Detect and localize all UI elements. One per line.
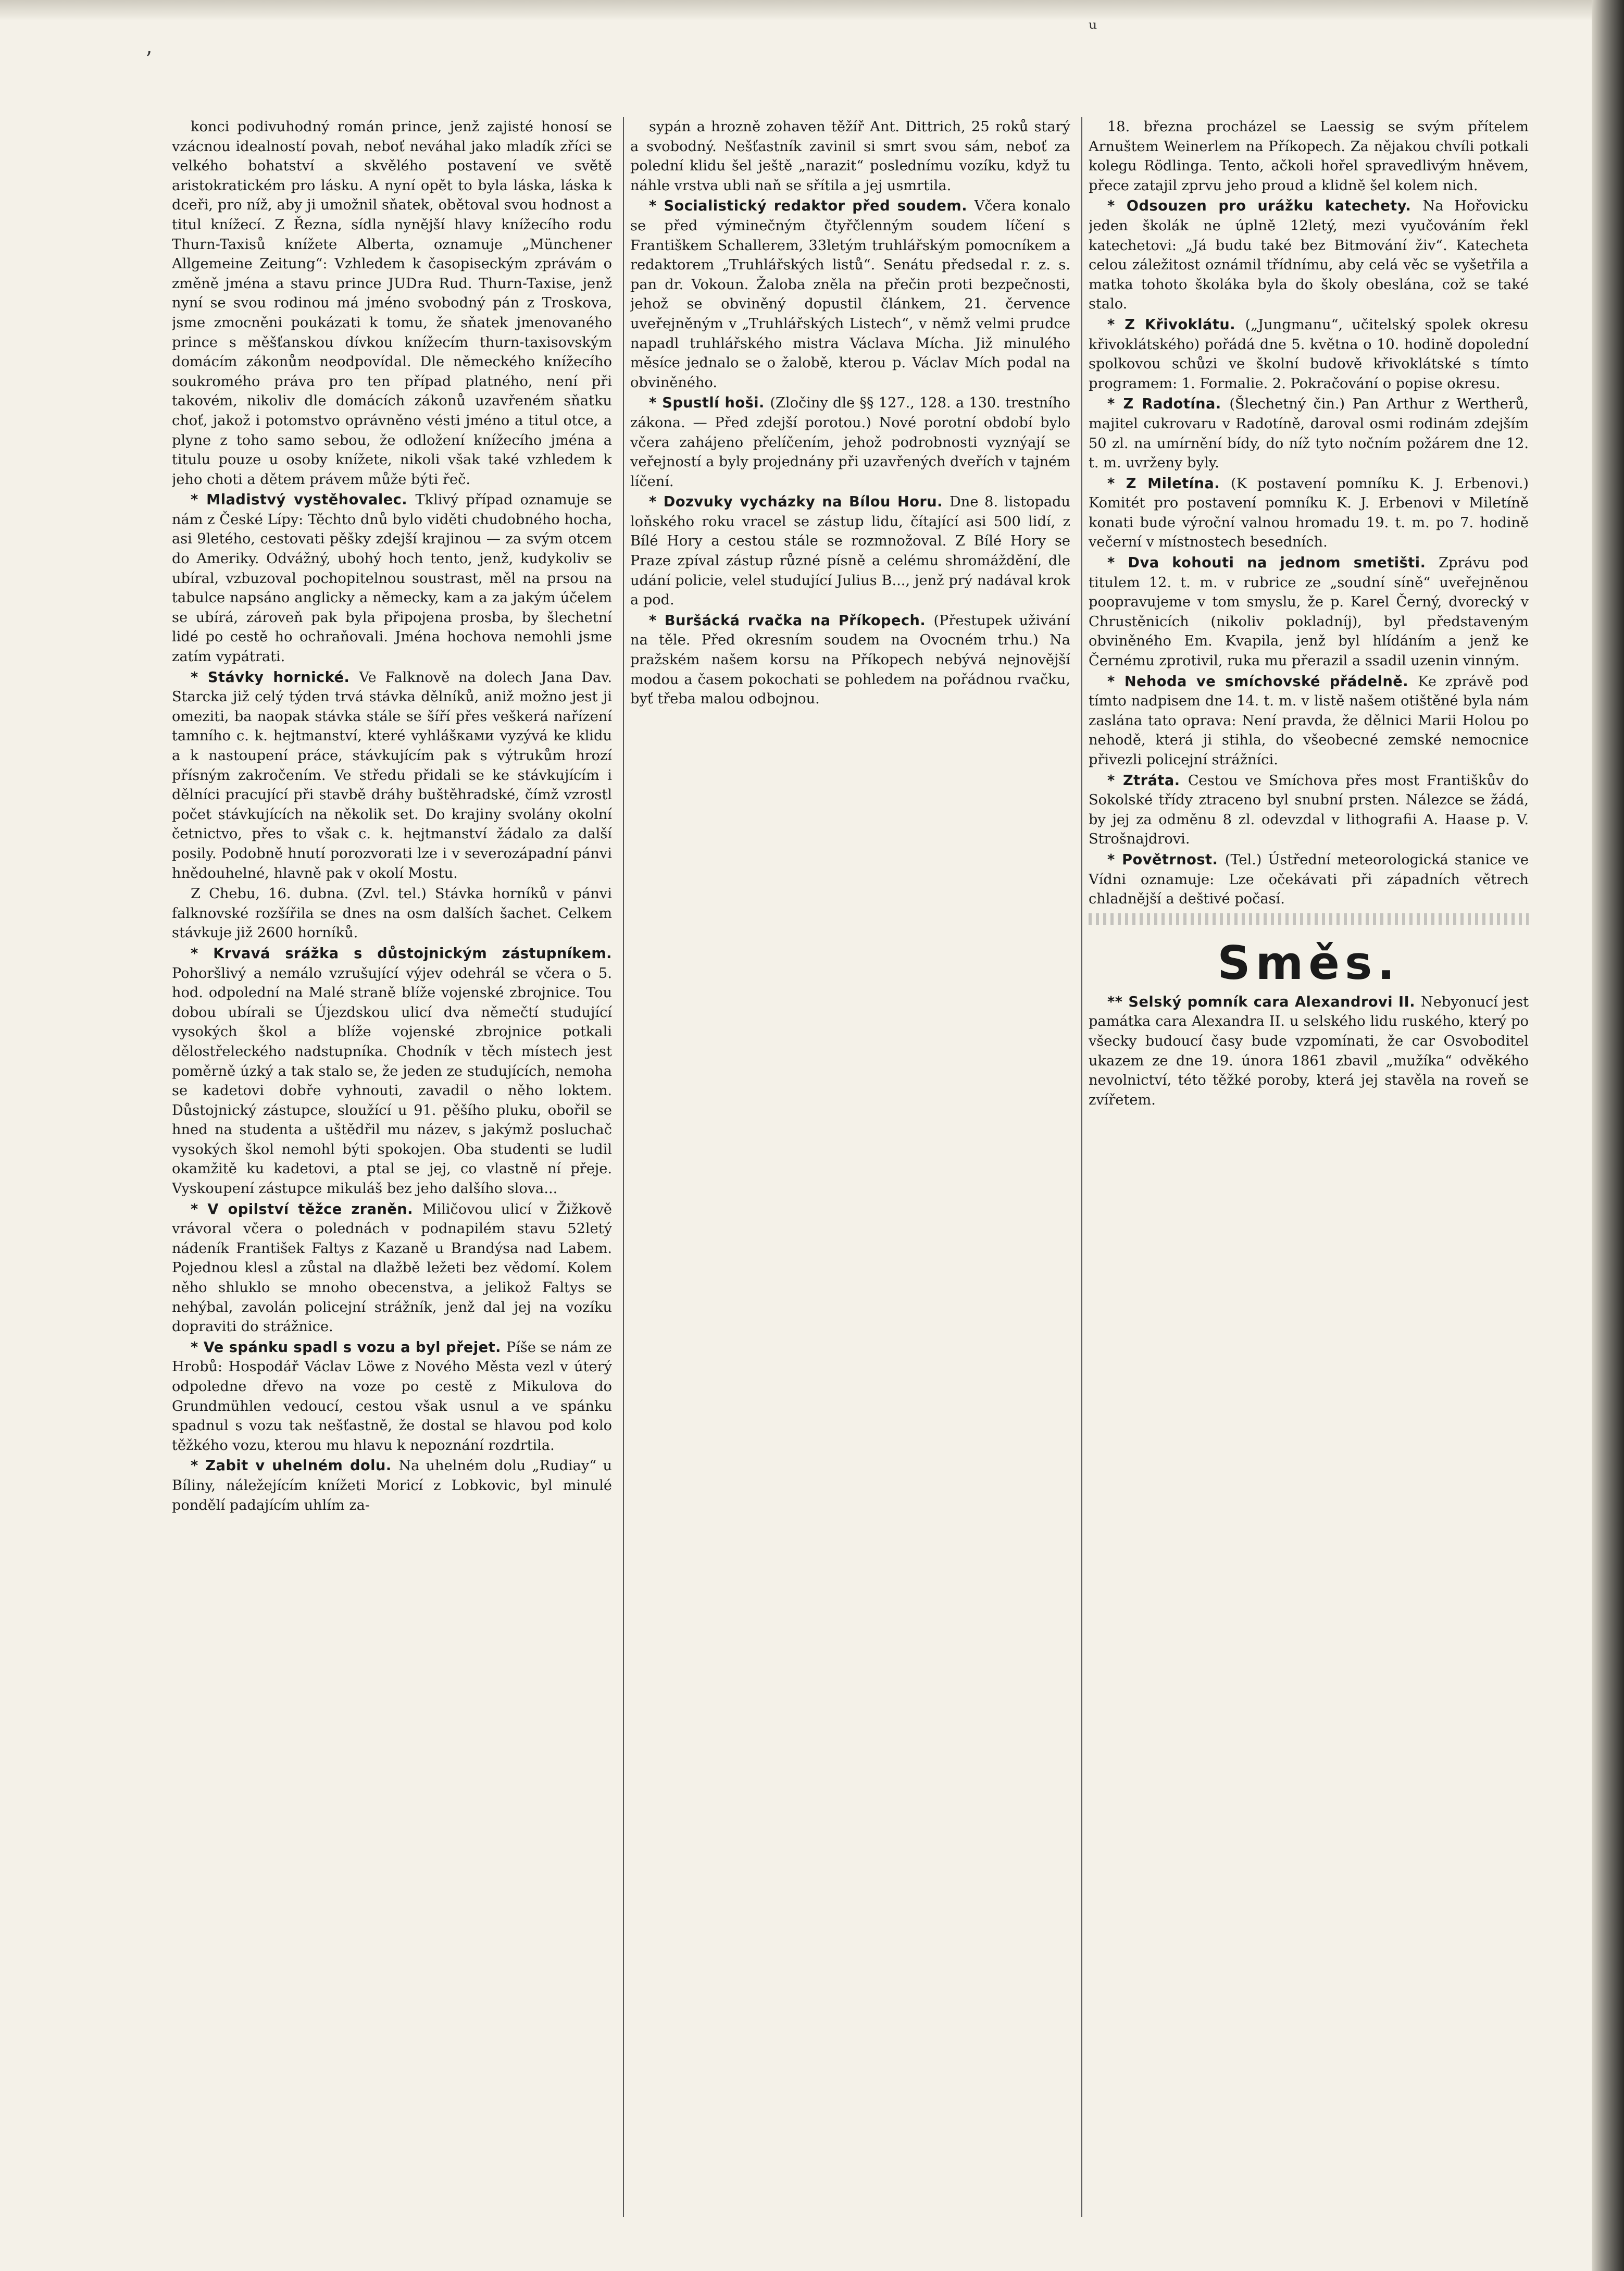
article-headline: * Dozvuky vycházky na Bílou Horu.	[649, 494, 950, 511]
article-headline: * Mladistvý vystěhovalec.	[191, 492, 416, 508]
article-paragraph	[1089, 474, 1529, 552]
article-paragraph	[1089, 117, 1529, 195]
article-headline: ** Selský pomník cara Alexandrovi II.	[1107, 994, 1421, 1010]
article-paragraph	[1089, 672, 1529, 770]
section-heading: Směs.	[1217, 936, 1400, 990]
article-text: Tklivý případ oznamuje se nám z České Lípy: Těchto dnů bylo viděti chudobného hocha, asi 9letého, cestovati pěšky zdejší krajinou — za svým otcem do Ameriky. Odvážný, ubohý hoch tento, jenž, kudykoliv se ubíral, vzbuzoval pochopitelnou soustrast, měl na prsou na tabulce napsáno anglicky a německy, kam a za jakým účelem se ubírá, zároveň pak byla připojena prosba, by šlechetní lidé po cestě ho ochraňovali. Jména hochova nemohli jsme zatím vypátrati.	[172, 492, 612, 665]
article-text: Ve Falknově na dolech Jana Dav. Starcka již celý týden trvá stávka dělníků, aniž možno jest ji omeziti, ba naopak stávka stále se šíří přes veškerá nařízení tamního c. k. hejtmanství, které vyhlášками vyzývá ke klidu a k nastoupení práce, stávkujícím pak s výtrukům hrozí přísným zakročením. Ve středu přidali se ke stávkujícím i dělníci pracující při stavbě dráhy buštěhradské, čímž vzrostl počet stávkujících na několik set. Do krajiny svolány okolní četnictvo, přes to však c. k. hejtmanství žádalo za další posily. Podobně hnutí porozvorati lze i v severozápadní pánvi hnědouhelné, hlavně pak v okolí Mostu.	[172, 669, 612, 882]
article-text: sypán a hrozně zohaven těžíř Ant. Dittrich, 25 roků starý a svobodný. Nešťastník zavinil si smrt svou sám, neboť za polední klidu šel ještě „narazit“ poslednímu vozíku, když tu náhle vrstva ubli naň se sřítila a jej usmrtila.	[630, 119, 1070, 194]
article-headline: * Odsouzen pro urážku katechety.	[1107, 198, 1423, 215]
page-top-edge	[0, 0, 1624, 21]
smear-divider	[1089, 913, 1529, 925]
article-paragraph	[172, 1200, 612, 1337]
article-paragraph	[172, 117, 612, 489]
column-1	[172, 117, 612, 2222]
article-headline: * Z Miletína.	[1107, 475, 1231, 492]
article-text: (K postavení pomníku K. J. Erbenovi.) Komitét pro postavení pomníku K. J. Erbenovi v Miletíně konati bude výroční valnou hromadu 19. t. m. po 7. hodině večerní v místnostech besedních.	[1089, 475, 1529, 551]
article-headline: * Dva kohouti na jednom smetišti.	[1107, 555, 1439, 572]
article-text: Píše se nám ze Hrobů: Hospodář Václav Löwe z Nového Města vezl v úterý odpoledne dřevo na voze po cestě z Mikulova do Grundmühlen vedoucí, cestou však usnul a ve spánku spadnul s vozu tak nešťastně, že dostal se hlavou pod kolo těžkého vozu, kterou mu hlavu k nepoznání rozdrtila.	[172, 1339, 612, 1454]
article-paragraph	[172, 668, 612, 884]
article-paragraph	[172, 490, 612, 666]
article-paragraph	[630, 393, 1070, 491]
article-paragraph	[1089, 394, 1529, 473]
article-paragraph	[1089, 196, 1529, 314]
article-headline: * Buršácká rvačka na Příkopech.	[649, 612, 934, 629]
article-text: (Přestupek uživání na těle. Před okresním soudem na Ovocném trhu.) Na pražském našem korsu na Příkopech nebývá nejnovější modou a časem pokochati se pohledem na pořádnou rvačku, byť třeba malou odbojnou.	[630, 612, 1070, 708]
margin-mark: ᵘ	[1089, 17, 1097, 41]
article-paragraph	[172, 1338, 612, 1456]
article-paragraph	[172, 944, 612, 1199]
article-headline: * Spustlí hoši.	[649, 395, 770, 412]
article-headline: * V opilství těžce zraněn.	[191, 1201, 422, 1218]
article-headline: * Z Křivoklátu.	[1107, 316, 1245, 333]
article-text: (Tel.) Ústřední meteorologická stanice ve Vídni oznamuje: Lze očekávati při západních větrech chladnější a deštivé počasí.	[1089, 851, 1529, 908]
article-text: Nebyonucí jest památka cara Alexandra II. u selského lidu ruského, který po všecky budoucí časy bude vzpomínati, že car Osvoboditel ukazem ze dne 19. února 1861 zbavil „mužíka“ odvěkého nevolnictví, této těžké poroby, která jej stavěla na roveň se zvířetem.	[1089, 994, 1529, 1108]
article-text: Dne 8. listopadu loňského roku vracel se zástup lidu, čítající asi 500 lidí, z Bílé Hory a cestou stále se rozmnožoval. Z Bílé Hory se Praze zpíval zástup různé písně a celému shromáždění, dle udání policie, velel studující Julius B..., jenž prý nadával krok a pod.	[630, 494, 1070, 609]
page-right-edge	[1592, 0, 1624, 2271]
article-text: konci podivuhodný román prince, jenž zajisté honosí se vzácnou idealností povah, neboť neváhal jako mladík zříci se velkého bohatství a skvělého postavení ve světě aristokratickém pro lásku. A nyní opět to byla láska, láska k dceři, pro níž, aby ji umožnil sňatek, obětoval svou hodnost a titul knížecí. Z Řezna, sídla nynější hlavy knížecího rodu Thurn-Taxisů knížete Alberta, oznamuje „Münchener Allgemeine Zeitung“: Vzhledem k časopiseckým zprávám o změně jména a stavu prince JUDra Rud. Thurn-Taxise, jenž nyní se svou rodinou má jméno svobodný pán z Troskova, jsme zmocněni poukázati k tomu, že sňatek jmenovaného prince s měšťanskou dívkou knížecím thurn-taxisovským domácím zákonům neodpovídal. Dle německého knížecího soukromého práva pro ten případ platného, není při takovém, nikoliv dle domácích zákonů uzavřeném sňatku choť, jakož i potomstvo oprávněno vésti jméno a titul otce, a plyne z toho samo sebou, že odložení knížecího jména a titulu pouze u osoby knížete, nikoli však také vzhledem k jeho choti a dětem právem může býti řeč.	[172, 119, 612, 488]
article-headline: * Z Radotína.	[1107, 396, 1230, 413]
article-text: 18. března procházel se Laessig se svým přítelem Arnuštem Weinerlem na Příkopech. Za nějakou chvíli potkali kolegu Rödlinga. Tento, ačkoli hořel spravedlivým hněvem, přece zatajil zprvu jeho proud a klidně šel kolem nich.	[1089, 119, 1529, 194]
article-text: Pohoršlivý a nemálo vzrušující výjev odehrál se včera o 5. hod. odpolední na Malé straně blíže vojenské zbrojnice. Tou dobou ubírali se Újezdskou ulicí dva němečtí studující vysokých škol a blíže vojenské zbrojnice potkali dělostřeleckého nadstupníka. Chodník v těch místech jest poměrně úzký a tak stalo se, že jeden ze studujících, nemoha se kadetovi dobře vyhnouti, zavadil o něho loktem. Důstojnický zástupce, sloužící u 91. pěšího pluku, obořil se hned na studenta a uštědřil mu název, s jakýmž posluchač vysokých škol nemohl býti spokojen. Oba studenti se ludil okamžitě ku kadetovi, a ptal se jej, co vlastně ní přeje. Vyskoupení zástupce mikuláš bez jeho dalšího slova...	[172, 965, 612, 1197]
article-text: Miličovou ulicí v Žižkově vrávoral včera o polednách v podnapilém stavu 52letý nádeník František Faltys z Kazaně u Brandýsa nad Labem. Pojednou klesl a zůstal na dlažbě ležeti bez vědomí. Kolem něho shluklo se mnoho obecenstva, a jelikož Faltys se nehýbal, zavolán policejní strážník, jenž dal jej na vozíku dopraviti do strážnice.	[172, 1201, 612, 1335]
article-paragraph	[630, 117, 1070, 195]
article-text: Cestou ve Smíchova přes most Františkův do Sokolské třídy ztraceno byl snubní prsten. Nálezce se žádá, by jej za odměnu 8 zl. odevzdal v lithografii A. Haase p. V. Strošnajdrovi.	[1089, 772, 1529, 848]
column-3	[1089, 117, 1529, 2222]
article-text: (Zločiny dle §§ 127., 128. a 130. trestního zákona. — Před zdejší porotou.) Nové porotní období bylo včera zahájeno přelíčením, jehož podrobnosti vyznýají se veřejností a byly projednány při uzavřených dveřích v tajném líčení.	[630, 395, 1070, 490]
article-text: Zprávu pod titulem 12. t. m. v rubrice ze „soudní síně“ uveřejněnou poopravujeme v tom smyslu, že p. Karel Černý, dvorecký v Chrustěnicích (nikoliv pokladníj), byl představeným obviněného Em. Kvapila, jenž byl hlídáním a jenž ke Černému zprotivil, ruka mu přerazil a ssadil uzenin vinným.	[1089, 555, 1529, 669]
article-text: Ke zprávě pod tímto nadpisem dne 14. t. m. v listě našem otištěné byla nám zaslána tato oprava: Není pravda, že dělnici Marii Holou po nehodě, která ji stihla, do všeobecné zemské nemocnice přivezli policejní strážníci.	[1089, 673, 1529, 768]
article-text: (Šlechetný čin.) Pan Arthur z Wertherů, majitel cukrovaru v Radotíně, daroval osmi rodinám zdejším 50 zl. na umírnění bídy, do níž tyto nočním požárem dne 12. t. m. uvrženy byly.	[1089, 396, 1529, 471]
article-columns	[172, 117, 1529, 2222]
article-paragraph	[172, 884, 612, 943]
article-text: Na Hořovicku jeden školák ne úplně 12letý, mezi vyučováním řekl katechetovi: „Já budu také bez Bitmování živ“. Katecheta celou záležitost oznámil třídnímu, aby celá věc se vyšetřila a matka tohoto školáka byla do školy obeslána, což se také stalo.	[1089, 198, 1529, 313]
article-headline: * Socialistický redaktor před soudem.	[649, 198, 975, 215]
article-paragraph	[1089, 771, 1529, 849]
article-headline: * Stávky hornické.	[191, 669, 359, 686]
article-headline: * Ztráta.	[1107, 772, 1188, 789]
article-headline: * Krvavá srážka s důstojnickým zástupníkem.	[191, 945, 612, 962]
article-text: Na uhelném dolu „Rudiay“ u Bíliny, náležejícím knížeti Moricí z Lobkovic, byl minulé pondělí padajícím uhlím za-	[172, 1458, 612, 1513]
article-paragraph	[630, 492, 1070, 610]
margin-mark: ʼ	[145, 48, 152, 72]
article-paragraph	[1089, 553, 1529, 671]
article-headline: * Zabit v uhelném dolu.	[191, 1458, 399, 1474]
article-headline: * Povětrnost.	[1107, 851, 1225, 868]
article-paragraph	[630, 611, 1070, 709]
article-paragraph	[1089, 850, 1529, 909]
article-text: („Jungmanu“, učitelský spolek okresu křivoklátského) pořádá dne 5. května o 10. hodině dopolední spolkovou schůzi ve školní budově křivoklátské s tímto programem: 1. Formalie. 2. Pokračování o popise okresu.	[1089, 316, 1529, 392]
article-paragraph	[1089, 992, 1529, 1110]
article-headline: * Nehoda ve smíchovské přádelně.	[1107, 673, 1418, 690]
article-paragraph	[630, 196, 1070, 392]
article-text: Z Chebu, 16. dubna. (Zvl. tel.) Stávka horníků v pánvi falknovské rozšířila se dnes na osm dalších šachet. Celkem stávkuje již 2600 horníků.	[172, 886, 612, 941]
article-text: Včera konalo se před výminečným čtyřčlenným soudem líčení s Františkem Schallerem, 33letým truhlářským pomocníkem a redaktorem „Truhlářských listů“. Senátu předsedal r. z. s. pan dr. Vokoun. Žaloba zněla na přečin proti bezpečnosti, jehož se obviněný dopustil článkem, 21. července uveřejněným v „Truhlářských Listech“, v němž velmi prudce napadl truhlářského mistra Václava Mícha. Již minulého měsíce jednalo se o žalobě, kterou p. Václav Mích podal na obviněného.	[630, 198, 1070, 391]
article-paragraph	[1089, 315, 1529, 393]
article-headline: * Ve spánku spadl s vozu a byl přejet.	[191, 1339, 506, 1356]
column-2	[630, 117, 1070, 2222]
article-paragraph	[172, 1456, 612, 1515]
